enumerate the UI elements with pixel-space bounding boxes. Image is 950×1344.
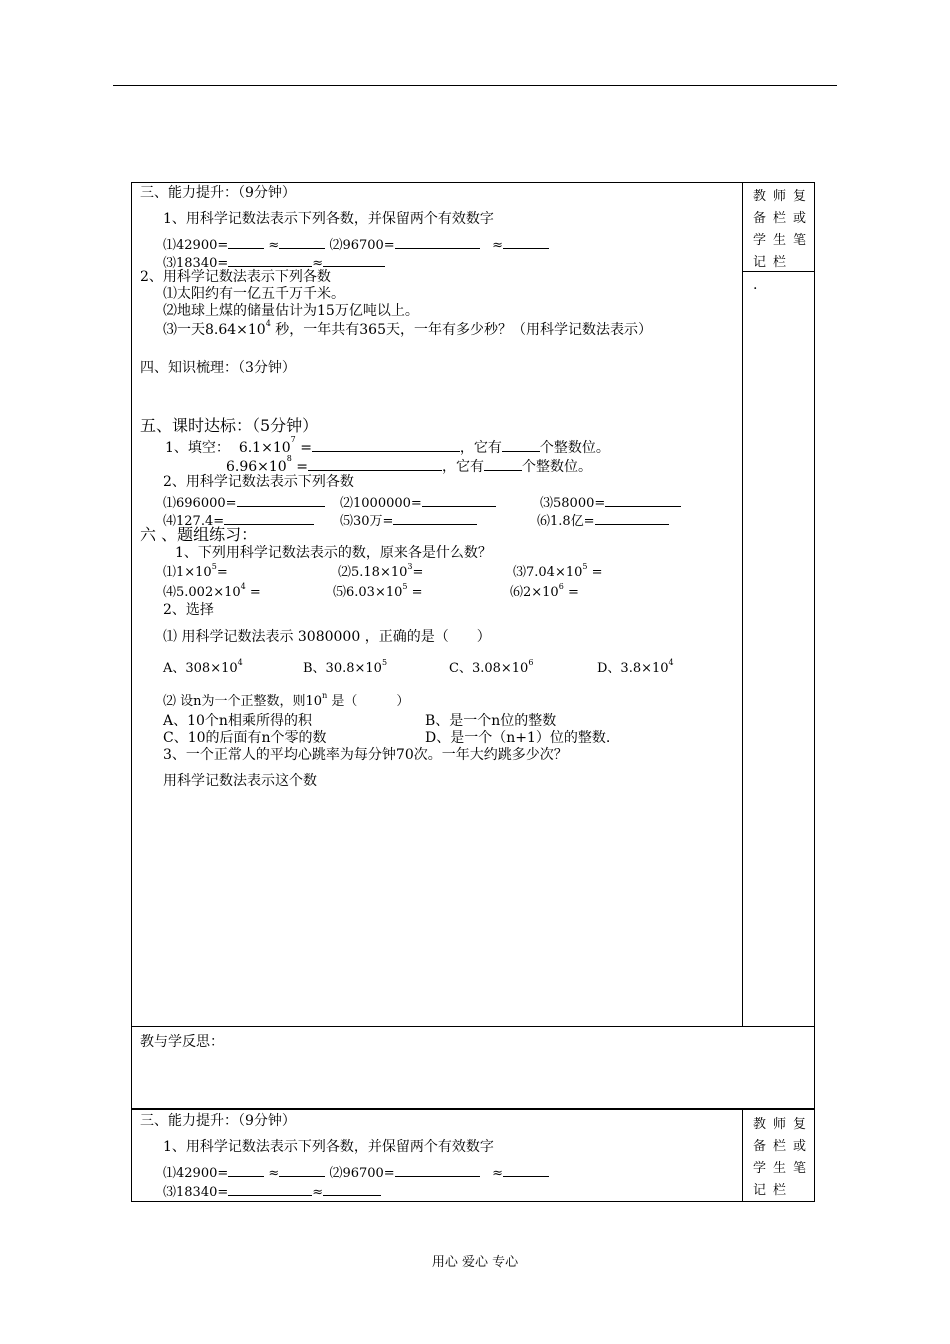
exercise-line: ⑴太阳约有一亿五千万千米。 <box>163 286 345 302</box>
exercise-line: ⑸30万= <box>340 512 477 528</box>
choice-options: B、$30.8\times 10^5$ <box>303 658 388 676</box>
exercise-line: ⑴696000= <box>163 494 325 510</box>
section-heading: 三、能力提升：（9分钟） <box>140 1113 296 1129</box>
exercise-line: 1、填空： $6.1\times 10^7$ = ，它有 个整数位。 <box>165 435 610 456</box>
question-text: 1、用科学记数法表示下列各数，并保留两个有效数字 <box>163 1139 494 1155</box>
exercise-line: $⑷5.002\times 10^4$ = <box>163 582 261 600</box>
top-rule <box>113 85 837 86</box>
choice-options: B、是一个n位的整数 <box>425 713 557 729</box>
exercise-line: $6.96\times 10^8$ = ，它有 个整数位。 <box>226 454 592 475</box>
section-heading: 五、课时达标：（5分钟） <box>140 416 319 435</box>
side-column-divider <box>742 1109 743 1202</box>
exercise-line: ⑵ 设n为一个正整数，则10$^n$ 是（ ） <box>163 691 410 709</box>
exercise-line: ⑶18340= ≈ <box>163 254 385 270</box>
question-text: 2、用科学记数法表示下列各数 <box>163 474 354 490</box>
choice-options: C、10的后面有n个零的数 <box>163 730 327 746</box>
exercise-line: $⑵5.18\times 10^3=$ <box>338 562 424 580</box>
exercise-line: ⑴42900= ≈ ⑵96700= ≈ <box>163 1164 549 1180</box>
exercise-line: $⑸6.03\times 10^5$ = <box>333 582 423 600</box>
question-text: 3、一个正常人的平均心跳率为每分钟70次。一年大约跳多少次？ <box>163 747 568 763</box>
exercise-line: ⑵地球上煤的储量估计为15万亿吨以上。 <box>163 303 419 319</box>
exercise-line: ⑷127.4= <box>163 512 314 528</box>
side-column-divider <box>742 182 743 1026</box>
side-dot: . <box>753 277 758 293</box>
choice-options: C、$3.08\times 10^6$ <box>449 658 534 676</box>
exercise-line: ⑴42900= ≈ ⑵96700= ≈ <box>163 236 549 252</box>
section-heading: 三、能力提升：（9分钟） <box>140 185 296 201</box>
section-heading: 四、知识梳理：（3分钟） <box>140 360 296 376</box>
question-text: 2、用科学记数法表示下列各数 <box>140 269 331 285</box>
exercise-line: ⑶58000= <box>540 494 681 510</box>
reflection-divider <box>131 1026 815 1027</box>
exercise-line: ⑴ 用科学记数法表示 3080000 ，正确的是（ ） <box>163 629 491 645</box>
page-footer: 用心 爱心 专心 <box>431 1255 519 1270</box>
choice-options: A、$308\times 10^4$ <box>163 658 243 676</box>
teacher-notes-header: 教师复 备栏或 学生笔 记栏 <box>753 1117 814 1198</box>
exercise-line: $⑴1\times 10^5=$ <box>163 562 228 580</box>
exercise-line: $⑹2\times 10^6$ = <box>510 582 579 600</box>
choice-options: D、是一个（n+1）位的整数. <box>425 730 611 746</box>
exercise-line: ⑹1.8亿= <box>537 512 669 528</box>
question-text: 1、下列用科学记数法表示的数，原来各是什么数？ <box>175 545 492 561</box>
teacher-notes-header: 教师复 备栏或 学生笔 记栏 <box>753 189 814 270</box>
question-text: 用科学记数法表示这个数 <box>163 773 317 789</box>
choice-options: D、$3.8\times 10^4$ <box>597 658 674 676</box>
reflection-label: 教与学反思： <box>140 1034 224 1050</box>
exercise-line: $⑶7.04\times 10^5$ = <box>513 562 603 580</box>
exercise-line: ⑵1000000= <box>340 494 496 510</box>
choice-options: A、10个n相乘所得的积 <box>163 713 312 729</box>
exercise-line: ⑶18340= ≈ <box>163 1183 381 1199</box>
question-text: 1、用科学记数法表示下列各数，并保留两个有效数字 <box>163 211 494 227</box>
section-heading: 六 、题组练习： <box>140 525 258 544</box>
question-text: 2、选择 <box>163 602 214 618</box>
exercise-line: ⑶一天$8.64\times 10^4$ 秒，一年共有365天，一年有多少秒？（用科学记数法表示） <box>163 319 652 338</box>
